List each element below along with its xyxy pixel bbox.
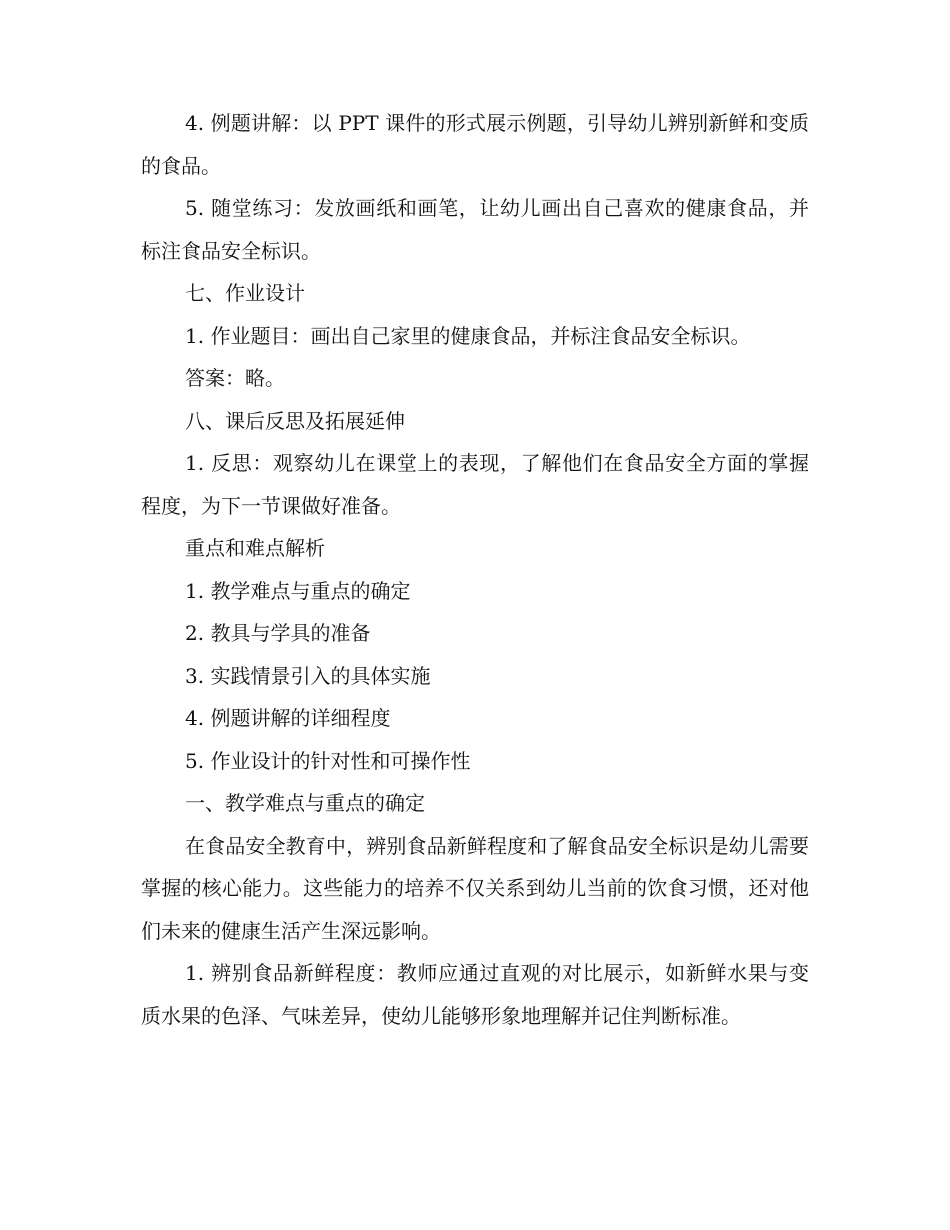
- paragraph-freshness-identification: 1. 辨别食品新鲜程度：教师应通过直观的对比展示，如新鲜水果与变质水果的色泽、气味差异，使幼儿能够形象地理解并记住判断标准。: [141, 961, 809, 1028]
- paragraph-core-abilities: 在食品安全教育中，辨别食品新鲜程度和了解食品安全标识是幼儿需要掌握的核心能力。这些能力的培养不仅关系到幼儿当前的饮食习惯，还对他们未来的健康生活产生深远影响。: [141, 833, 809, 943]
- paragraph-example-explanation: 4. 例题讲解：以 PPT 课件的形式展示例题，引导幼儿辨别新鲜和变质的食品。: [141, 111, 809, 178]
- section-heading-key-points: 重点和难点解析: [185, 536, 325, 560]
- section-heading-homework-design: 七、作业设计: [185, 281, 305, 305]
- list-item-key-point-5: 5. 作业设计的针对性和可操作性: [185, 748, 471, 773]
- paragraph-answer: 答案：略。: [185, 366, 285, 390]
- list-item-key-point-2: 2. 教具与学具的准备: [185, 621, 371, 645]
- document-body: [141, 102, 809, 1037]
- section-heading-reflection: 八、课后反思及拓展延伸: [185, 408, 405, 433]
- list-item-key-point-1: 1. 教学难点与重点的确定: [185, 578, 411, 603]
- list-item-key-point-3: 3. 实践情景引入的具体实施: [185, 663, 431, 688]
- paragraph-reflection: 1. 反思：观察幼儿在课堂上的表现，了解他们在食品安全方面的掌握程度，为下一节课做好准备。: [141, 451, 809, 518]
- section-heading-difficulties: 一、教学难点与重点的确定: [185, 791, 425, 815]
- paragraph-homework-topic: 1. 作业题目：画出自己家里的健康食品，并标注食品安全标识。: [185, 323, 751, 348]
- paragraph-in-class-practice: 5. 随堂练习：发放画纸和画笔，让幼儿画出自己喜欢的健康食品，并标注食品安全标识。: [141, 196, 809, 263]
- list-item-key-point-4: 4. 例题讲解的详细程度: [185, 706, 391, 730]
